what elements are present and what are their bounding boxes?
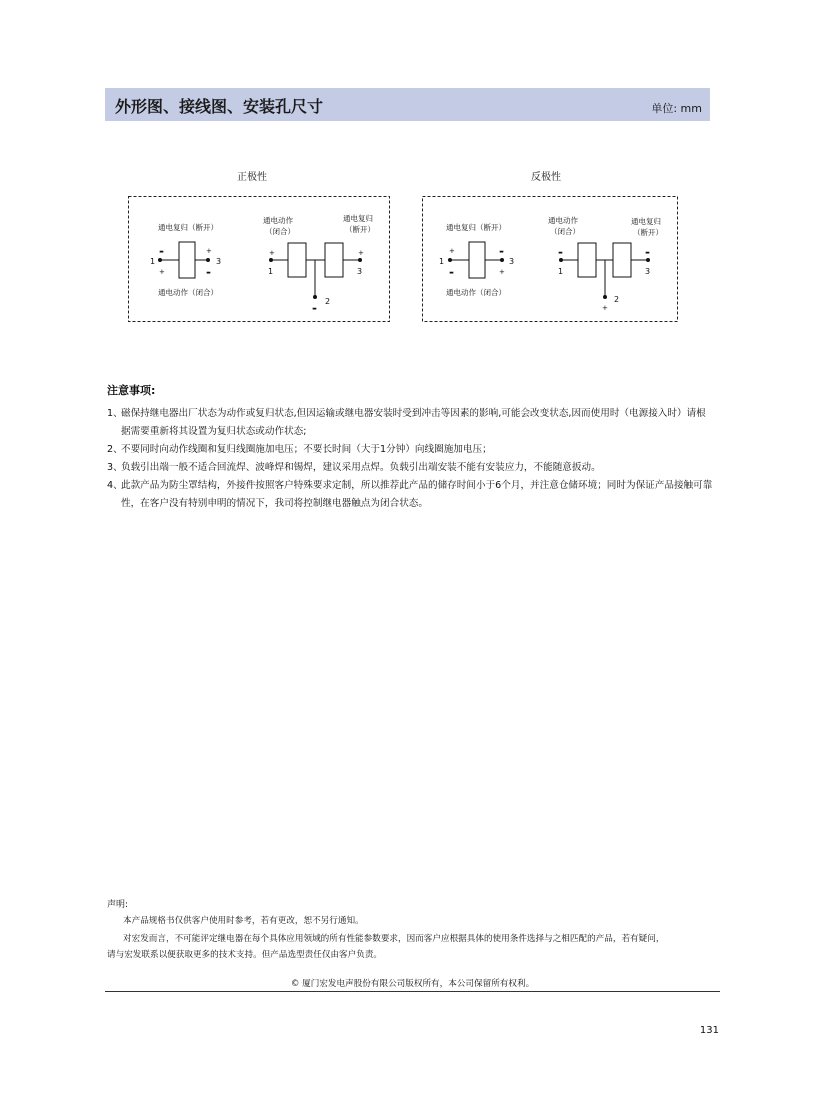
operate-label: （闭合） <box>550 227 580 236</box>
polarity-sign: - <box>645 245 650 259</box>
note-text: 不要同时向动作线圈和复归线圈施加电压；不要长时间（大于1分钟）向线圈施加电压； <box>121 444 492 455</box>
pin-label: 2 <box>614 295 620 304</box>
page-number: 131 <box>699 1025 719 1036</box>
operate-label: 通电动作（闭合） <box>158 288 218 297</box>
polarity-sign: + <box>159 268 165 276</box>
pin-label: 3 <box>645 267 651 276</box>
note-number: 3、 <box>107 462 123 473</box>
polarity-sign: + <box>358 249 364 257</box>
reverse-polarity-wiring-diagram <box>422 196 678 324</box>
positive-polarity-label: 正极性 <box>237 172 267 183</box>
note-number: 1、 <box>107 408 123 419</box>
copyright-notice: © 厦门宏发电声股份有限公司版权所有，本公司保留所有权利。 <box>290 979 535 989</box>
section-header <box>105 88 710 121</box>
reverse-polarity-label: 反极性 <box>531 172 561 183</box>
polarity-sign: - <box>499 244 504 258</box>
terminal-dot <box>158 258 162 262</box>
note-item <box>107 459 715 477</box>
polarity-sign: + <box>449 247 455 255</box>
footer-divider <box>105 991 720 992</box>
pin-label: 3 <box>509 257 515 266</box>
polarity-sign: + <box>206 247 212 255</box>
note-text: 负载引出端一般不适合回流焊、波峰焊和锡焊，建议采用点焊。负载引出端安装不能有安装应力，不能随意扳动。 <box>121 462 601 473</box>
note-number: 2、 <box>107 444 123 455</box>
coil-symbol <box>179 242 195 278</box>
pin-label: 2 <box>325 297 331 306</box>
terminal-dot <box>269 258 273 262</box>
coil-symbol <box>578 243 596 277</box>
positive-polarity-wiring-diagram <box>128 196 390 324</box>
note-number: 4、 <box>107 480 123 491</box>
coil-symbol <box>469 242 485 278</box>
reset-label: （断开） <box>633 228 663 237</box>
polarity-sign: + <box>602 304 608 312</box>
note-item <box>107 405 715 441</box>
note-item <box>107 441 715 459</box>
pin-label: 1 <box>558 267 564 276</box>
polarity-sign: + <box>269 249 275 257</box>
terminal-dot <box>313 295 317 299</box>
polarity-sign: - <box>206 265 211 279</box>
declaration-line: 本产品规格书仅供客户使用时参考，若有更改，恕不另行通知。 <box>123 916 364 926</box>
polarity-sign: - <box>159 244 164 258</box>
polarity-sign: - <box>558 245 563 259</box>
operate-label: 通电动作 <box>263 216 293 225</box>
note-text: 此款产品为防尘罩结构，外接件按照客户特殊要求定制，所以推荐此产品的储存时间小于6个月，并注意仓储环境；同时为保证产品接触可靠性，在客户没有特别申明的情况下，我司将控制继电器触点为闭合状态。 <box>121 480 713 509</box>
notes-list <box>107 405 715 513</box>
declaration-line: 请与宏发联系以便获取更多的技术支持。但产品选型责任仅由客户负责。 <box>107 950 383 960</box>
operate-label: 通电动作（闭合） <box>446 288 506 297</box>
section-title: 外形图、接线图、安装孔尺寸 <box>115 97 324 116</box>
coil-symbol <box>613 243 631 277</box>
reset-label: 通电复归（断开） <box>158 223 218 232</box>
unit-label: 单位: mm <box>651 102 702 115</box>
reset-label: 通电复归（断开） <box>446 223 506 232</box>
declaration-line: 对宏发而言，不可能评定继电器在每个具体应用领域的所有性能参数要求，因而客户应根据具体的使用条件选择与之相匹配的产品，若有疑问， <box>123 934 665 944</box>
pin-label: 1 <box>439 257 445 266</box>
operate-label: 通电动作 <box>548 216 578 225</box>
reset-label: （断开） <box>345 225 375 234</box>
terminal-dot <box>448 258 452 262</box>
pin-label: 3 <box>216 257 222 266</box>
terminal-dot <box>603 295 607 299</box>
note-item <box>107 477 715 513</box>
reset-label: 通电复归 <box>631 217 661 226</box>
declaration-title: 声明: <box>107 900 129 910</box>
pin-label: 1 <box>150 257 156 266</box>
pin-label: 3 <box>357 267 363 276</box>
reset-label: 通电复归 <box>343 214 373 223</box>
polarity-sign: + <box>499 268 505 276</box>
polarity-sign: - <box>449 265 454 279</box>
operate-label: （闭合） <box>265 227 295 236</box>
note-text: 磁保持继电器出厂状态为动作或复归状态,但因运输或继电器安装时受到冲击等因素的影响,可能会改变状态,因而使用时（电源接入时）请根据需要重新将其设置为复归状态或动作状态; <box>121 408 706 437</box>
terminal-dot <box>358 258 362 262</box>
coil-symbol <box>288 243 306 277</box>
pin-label: 1 <box>268 267 274 276</box>
notes-title: 注意事项: <box>107 384 156 397</box>
coil-symbol <box>325 243 343 277</box>
polarity-sign: - <box>312 301 317 315</box>
terminal-dot <box>206 258 210 262</box>
terminal-dot <box>500 258 504 262</box>
